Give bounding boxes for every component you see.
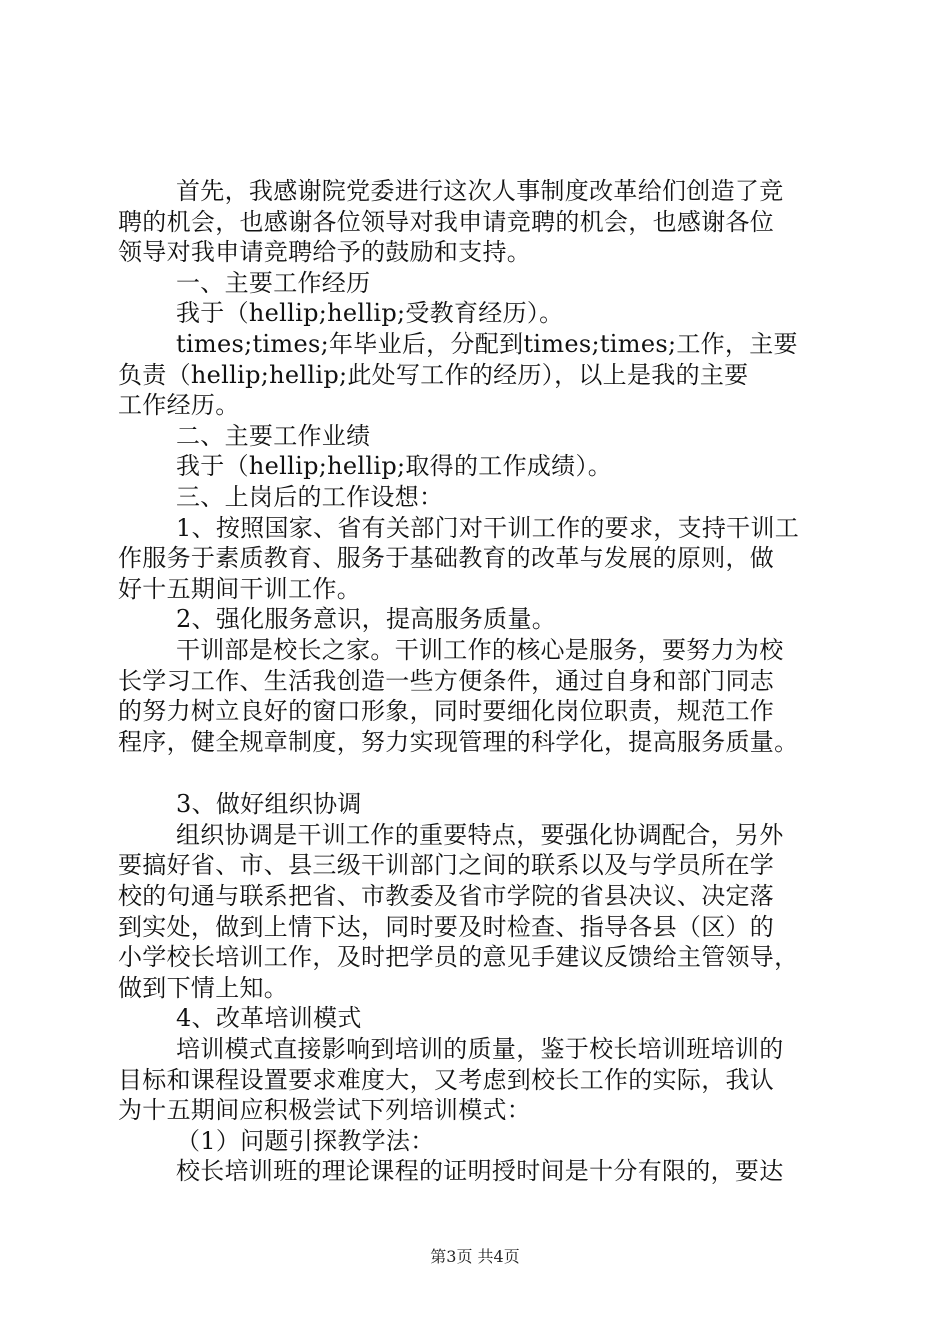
paragraph-line: 好十五期间干训工作。 — [118, 574, 361, 603]
subsection-heading: 4、改革培训模式 — [176, 1004, 362, 1033]
paragraph-line: 1、按照国家、省有关部门对干训工作的要求，支持干训工 — [176, 513, 800, 542]
paragraph-line: 要搞好省、市、县三级干训部门之间的联系以及与学员所在学 — [118, 851, 775, 880]
paragraph-line: 培训模式直接影响到培训的质量，鉴于校长培训班培训的 — [176, 1035, 784, 1064]
paragraph-line: 首先，我感谢院党委进行这次人事制度改革给们创造了竞 — [176, 177, 784, 205]
list-item-heading: （1）问题引探教学法： — [176, 1126, 435, 1155]
paragraph-line: 长学习工作、生活我创造一些方便条件，通过自身和部门同志 — [118, 666, 775, 695]
section-heading: 三、上岗后的工作设想： — [176, 482, 444, 511]
paragraph-line: 作服务于素质教育、服务于基础教育的改革与发展的原则，做 — [118, 544, 775, 573]
paragraph-line: 工作经历。 — [118, 391, 240, 420]
paragraph-line: times;times;年毕业后，分配到times;times;工作，主要 — [176, 329, 798, 358]
paragraph-line: 到实处，做到上情下达，同时要及时检查、指导各县（区）的 — [118, 912, 775, 941]
paragraph-line: 小学校长培训工作，及时把学员的意见手建议反馈给主管领导， — [118, 943, 799, 972]
paragraph-line: 校的句通与联系把省、市教委及省市学院的省县决议、决定落 — [118, 882, 775, 911]
subsection-heading: 2、强化服务意识，提高服务质量。 — [176, 605, 557, 634]
paragraph-line: 领导对我申请竞聘给予的鼓励和支持。 — [118, 238, 532, 267]
paragraph-line: 干训部是校长之家。干训工作的核心是服务，要努力为校 — [176, 635, 784, 664]
paragraph-line: 目标和课程设置要求难度大，又考虑到校长工作的实际，我认 — [118, 1065, 775, 1094]
section-heading: 二、主要工作业绩 — [176, 421, 371, 450]
paragraph-line: 为十五期间应积极尝试下列培训模式： — [118, 1096, 532, 1125]
paragraph-line: 我于（hellip;hellip;受教育经历）。 — [176, 299, 564, 328]
section-heading: 一、主要工作经历 — [176, 268, 371, 297]
paragraph-line: 负责（hellip;hellip;此处写工作的经历），以上是我的主要 — [118, 360, 749, 389]
paragraph-line: 程序，健全规章制度，努力实现管理的科学化，提高服务质量。 — [118, 727, 799, 756]
paragraph-line: 组织协调是干训工作的重要特点，要强化协调配合，另外 — [176, 820, 784, 849]
paragraph-line: 我于（hellip;hellip;取得的工作成绩）。 — [176, 452, 613, 481]
paragraph-line: 聘的机会，也感谢各位领导对我申请竞聘的机会，也感谢各位 — [118, 207, 775, 236]
document-body — [118, 176, 838, 1187]
paragraph-line: 的努力树立良好的窗口形象，同时要细化岗位职责，规范工作 — [118, 697, 775, 726]
page-number-footer: 第3页 共4页 — [430, 1247, 520, 1266]
subsection-heading: 3、做好组织协调 — [176, 790, 362, 819]
paragraph-line: 做到下情上知。 — [118, 973, 289, 1002]
paragraph-line: 校长培训班的理论课程的证明授时间是十分有限的，要达 — [176, 1157, 784, 1186]
